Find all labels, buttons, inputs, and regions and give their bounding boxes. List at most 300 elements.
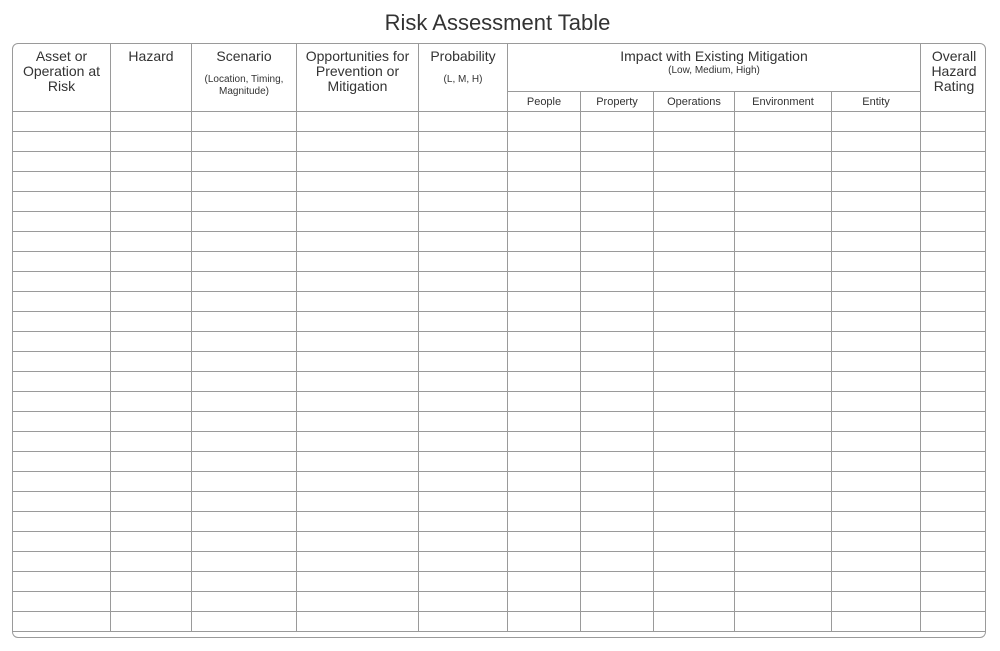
table-cell[interactable]: [192, 492, 297, 512]
table-cell[interactable]: [508, 292, 581, 312]
table-row: [13, 492, 987, 512]
table-cell[interactable]: [419, 492, 508, 512]
table-cell[interactable]: [111, 292, 192, 312]
table-cell[interactable]: [419, 472, 508, 492]
table-cell[interactable]: [192, 612, 297, 632]
table-cell[interactable]: [735, 552, 832, 572]
table-cell[interactable]: [508, 392, 581, 412]
table-cell[interactable]: [654, 132, 735, 152]
table-cell[interactable]: [297, 432, 419, 452]
table-cell[interactable]: [735, 292, 832, 312]
table-cell[interactable]: [654, 352, 735, 372]
table-cell[interactable]: [111, 372, 192, 392]
table-cell[interactable]: [13, 232, 111, 252]
table-cell[interactable]: [297, 292, 419, 312]
table-cell[interactable]: [921, 612, 986, 632]
table-cell[interactable]: [735, 312, 832, 332]
table-row: [13, 252, 987, 272]
table-cell[interactable]: [13, 592, 111, 612]
table-cell[interactable]: [111, 532, 192, 552]
table-cell[interactable]: [654, 472, 735, 492]
table-cell[interactable]: [419, 232, 508, 252]
table-cell[interactable]: [297, 452, 419, 472]
table-cell[interactable]: [832, 152, 921, 172]
table-cell[interactable]: [192, 152, 297, 172]
table-cell[interactable]: [735, 192, 832, 212]
table-cell[interactable]: [654, 452, 735, 472]
table-cell[interactable]: [508, 372, 581, 392]
table-cell[interactable]: [508, 172, 581, 192]
table-cell[interactable]: [111, 192, 192, 212]
table-cell[interactable]: [654, 552, 735, 572]
table-cell[interactable]: [192, 252, 297, 272]
table-cell[interactable]: [921, 492, 986, 512]
table-cell[interactable]: [13, 532, 111, 552]
table-cell[interactable]: [508, 192, 581, 212]
table-cell[interactable]: [735, 532, 832, 552]
table-cell[interactable]: [654, 532, 735, 552]
table-cell[interactable]: [735, 172, 832, 192]
table-cell[interactable]: [581, 292, 654, 312]
table-cell[interactable]: [654, 192, 735, 212]
table-cell[interactable]: [111, 272, 192, 292]
table-cell[interactable]: [111, 392, 192, 412]
table-cell[interactable]: [111, 132, 192, 152]
table-cell[interactable]: [192, 132, 297, 152]
table-cell[interactable]: [832, 552, 921, 572]
table-cell[interactable]: [921, 452, 986, 472]
table-cell[interactable]: [508, 152, 581, 172]
table-cell[interactable]: [654, 432, 735, 452]
col-header-asset: [13, 44, 111, 112]
table-cell[interactable]: [832, 192, 921, 212]
table-cell[interactable]: [654, 492, 735, 512]
table-cell[interactable]: [921, 232, 986, 252]
table-cell[interactable]: [111, 232, 192, 252]
table-cell[interactable]: [297, 212, 419, 232]
table-cell[interactable]: [13, 252, 111, 272]
table-cell[interactable]: [508, 232, 581, 252]
table-cell[interactable]: [508, 612, 581, 632]
table-cell[interactable]: [581, 252, 654, 272]
table-cell[interactable]: [581, 392, 654, 412]
table-cell[interactable]: [13, 272, 111, 292]
table-cell[interactable]: [735, 612, 832, 632]
table-cell[interactable]: [192, 412, 297, 432]
table-cell[interactable]: [13, 452, 111, 472]
table-cell[interactable]: [735, 112, 832, 132]
table-cell[interactable]: [192, 452, 297, 472]
table-cell[interactable]: [508, 592, 581, 612]
table-cell[interactable]: [832, 212, 921, 232]
col-header-impact-sub: (Low, Medium, High): [668, 65, 760, 76]
table-cell[interactable]: [832, 572, 921, 592]
table-cell[interactable]: [921, 172, 986, 192]
table-cell[interactable]: [921, 252, 986, 272]
table-cell[interactable]: [921, 132, 986, 152]
table-cell[interactable]: [654, 212, 735, 232]
table-cell[interactable]: [419, 532, 508, 552]
table-cell[interactable]: [508, 112, 581, 132]
table-cell[interactable]: [111, 312, 192, 332]
table-cell[interactable]: [832, 332, 921, 352]
table-cell[interactable]: [419, 412, 508, 432]
table-cell[interactable]: [832, 292, 921, 312]
table-cell[interactable]: [13, 152, 111, 172]
table-cell[interactable]: [419, 172, 508, 192]
table-row: [13, 132, 987, 152]
table-cell[interactable]: [297, 392, 419, 412]
table-cell[interactable]: [297, 312, 419, 332]
table-cell[interactable]: [419, 452, 508, 472]
table-cell[interactable]: [654, 112, 735, 132]
table-cell[interactable]: [832, 592, 921, 612]
table-cell[interactable]: [735, 352, 832, 372]
table-cell[interactable]: [921, 192, 986, 212]
table-cell[interactable]: [508, 272, 581, 292]
table-cell[interactable]: [419, 292, 508, 312]
table-cell[interactable]: [419, 252, 508, 272]
table-cell[interactable]: [192, 392, 297, 412]
table-cell[interactable]: [654, 592, 735, 612]
table-cell[interactable]: [297, 352, 419, 372]
table-cell[interactable]: [581, 552, 654, 572]
table-cell[interactable]: [111, 592, 192, 612]
table-cell[interactable]: [297, 472, 419, 492]
table-cell[interactable]: [111, 552, 192, 572]
table-cell[interactable]: [111, 412, 192, 432]
table-cell[interactable]: [192, 472, 297, 492]
table-cell[interactable]: [921, 292, 986, 312]
table-cell[interactable]: [419, 332, 508, 352]
table-cell[interactable]: [192, 232, 297, 252]
table-cell[interactable]: [508, 492, 581, 512]
table-cell[interactable]: [735, 472, 832, 492]
table-cell[interactable]: [13, 552, 111, 572]
table-cell[interactable]: [13, 512, 111, 532]
table-cell[interactable]: [419, 212, 508, 232]
table-cell[interactable]: [832, 352, 921, 372]
table-cell[interactable]: [13, 572, 111, 592]
table-cell[interactable]: [654, 332, 735, 352]
table-cell[interactable]: [111, 332, 192, 352]
col-header-impact-label: Impact with Existing Mitigation: [620, 48, 808, 64]
table-cell[interactable]: [111, 572, 192, 592]
table-cell[interactable]: [654, 392, 735, 412]
table-cell[interactable]: [419, 132, 508, 152]
table-cell[interactable]: [13, 112, 111, 132]
table-cell[interactable]: [832, 612, 921, 632]
table-cell[interactable]: [735, 232, 832, 252]
table-cell[interactable]: [921, 552, 986, 572]
table-cell[interactable]: [581, 592, 654, 612]
table-cell[interactable]: [654, 252, 735, 272]
table-cell[interactable]: [111, 512, 192, 532]
table-cell[interactable]: [192, 292, 297, 312]
table-cell[interactable]: [921, 352, 986, 372]
table-cell[interactable]: [297, 112, 419, 132]
table-cell[interactable]: [419, 612, 508, 632]
table-cell[interactable]: [921, 332, 986, 352]
table-cell[interactable]: [921, 112, 986, 132]
table-cell[interactable]: [581, 532, 654, 552]
table-cell[interactable]: [13, 172, 111, 192]
table-cell[interactable]: [832, 252, 921, 272]
table-cell[interactable]: [297, 152, 419, 172]
table-cell[interactable]: [508, 312, 581, 332]
table-cell[interactable]: [419, 192, 508, 212]
table-cell[interactable]: [581, 492, 654, 512]
table-cell[interactable]: [832, 172, 921, 192]
table-cell[interactable]: [735, 372, 832, 392]
table-cell[interactable]: [508, 352, 581, 372]
table-cell[interactable]: [297, 512, 419, 532]
table-cell[interactable]: [297, 272, 419, 292]
table-cell[interactable]: [508, 572, 581, 592]
table-cell[interactable]: [297, 412, 419, 432]
table-cell[interactable]: [419, 112, 508, 132]
table-cell[interactable]: [921, 512, 986, 532]
table-cell[interactable]: [832, 132, 921, 152]
table-row: [13, 392, 987, 412]
table-cell[interactable]: [735, 152, 832, 172]
col-header-probability-sub: (L, M, H): [443, 74, 483, 85]
col-header-opportunities: [297, 44, 419, 112]
table-cell[interactable]: [192, 312, 297, 332]
table-cell[interactable]: [581, 432, 654, 452]
table-cell[interactable]: [735, 272, 832, 292]
table-cell[interactable]: [921, 432, 986, 452]
table-cell[interactable]: [735, 332, 832, 352]
table-cell[interactable]: [581, 132, 654, 152]
table-cell[interactable]: [654, 292, 735, 312]
table-cell[interactable]: [13, 132, 111, 152]
table-cell[interactable]: [297, 372, 419, 392]
table-cell[interactable]: [192, 512, 297, 532]
table-cell[interactable]: [13, 432, 111, 452]
table-cell[interactable]: [111, 172, 192, 192]
table-cell[interactable]: [508, 432, 581, 452]
table-cell[interactable]: [654, 512, 735, 532]
table-cell[interactable]: [419, 432, 508, 452]
table-cell[interactable]: [581, 212, 654, 232]
table-cell[interactable]: [581, 512, 654, 532]
table-cell[interactable]: [832, 112, 921, 132]
table-cell[interactable]: [921, 212, 986, 232]
table-cell[interactable]: [192, 572, 297, 592]
table-cell[interactable]: [297, 532, 419, 552]
table-cell[interactable]: [735, 492, 832, 512]
table-cell[interactable]: [654, 152, 735, 172]
table-cell[interactable]: [297, 132, 419, 152]
table-cell[interactable]: [508, 212, 581, 232]
table-cell[interactable]: [832, 432, 921, 452]
table-cell[interactable]: [735, 432, 832, 452]
table-cell[interactable]: [735, 252, 832, 272]
table-cell[interactable]: [832, 232, 921, 252]
table-cell[interactable]: [13, 212, 111, 232]
table-cell[interactable]: [581, 232, 654, 252]
table-cell[interactable]: [581, 412, 654, 432]
table-cell[interactable]: [581, 332, 654, 352]
table-cell[interactable]: [735, 452, 832, 472]
table-cell[interactable]: [419, 512, 508, 532]
table-cell[interactable]: [735, 592, 832, 612]
table-cell[interactable]: [921, 372, 986, 392]
table-cell[interactable]: [735, 212, 832, 232]
table-cell[interactable]: [832, 452, 921, 472]
table-cell[interactable]: [297, 332, 419, 352]
col-header-environment: Environment: [735, 92, 832, 112]
table-cell[interactable]: [654, 312, 735, 332]
table-cell[interactable]: [581, 452, 654, 472]
table-cell[interactable]: [735, 392, 832, 412]
table-cell[interactable]: [297, 192, 419, 212]
table-cell[interactable]: [419, 552, 508, 572]
table-cell[interactable]: [111, 612, 192, 632]
table-cell[interactable]: [192, 432, 297, 452]
table-cell[interactable]: [419, 372, 508, 392]
table-cell[interactable]: [192, 352, 297, 372]
table-cell[interactable]: [654, 172, 735, 192]
table-cell[interactable]: [111, 472, 192, 492]
table-cell[interactable]: [297, 552, 419, 572]
table-cell[interactable]: [13, 332, 111, 352]
table-cell[interactable]: [581, 192, 654, 212]
table-cell[interactable]: [111, 492, 192, 512]
table-cell[interactable]: [13, 352, 111, 372]
table-cell[interactable]: [111, 212, 192, 232]
col-header-opportunities-line: Prevention or: [315, 63, 400, 79]
table-cell[interactable]: [508, 132, 581, 152]
table-cell[interactable]: [581, 172, 654, 192]
table-cell[interactable]: [192, 372, 297, 392]
table-cell[interactable]: [192, 272, 297, 292]
table-cell[interactable]: [921, 592, 986, 612]
table-cell[interactable]: [13, 412, 111, 432]
table-cell[interactable]: [13, 472, 111, 492]
table-cell[interactable]: [192, 532, 297, 552]
table-cell[interactable]: [111, 252, 192, 272]
table-cell[interactable]: [111, 352, 192, 372]
table-cell[interactable]: [832, 512, 921, 532]
table-cell[interactable]: [921, 392, 986, 412]
table-cell[interactable]: [508, 252, 581, 272]
table-cell[interactable]: [297, 592, 419, 612]
col-header-impact-group: [508, 44, 921, 92]
table-cell[interactable]: [832, 492, 921, 512]
table-cell[interactable]: [921, 572, 986, 592]
table-cell[interactable]: [654, 612, 735, 632]
table-cell[interactable]: [654, 272, 735, 292]
table-cell[interactable]: [192, 192, 297, 212]
table-cell[interactable]: [192, 592, 297, 612]
table-cell[interactable]: [832, 392, 921, 412]
table-cell[interactable]: [13, 392, 111, 412]
table-cell[interactable]: [832, 472, 921, 492]
table-cell[interactable]: [111, 112, 192, 132]
table-cell[interactable]: [832, 312, 921, 332]
table-cell[interactable]: [508, 412, 581, 432]
table-cell[interactable]: [654, 372, 735, 392]
table-cell[interactable]: [111, 452, 192, 472]
table-cell[interactable]: [192, 112, 297, 132]
table-cell[interactable]: [419, 312, 508, 332]
table-cell[interactable]: [832, 532, 921, 552]
table-cell[interactable]: [13, 312, 111, 332]
table-cell[interactable]: [921, 412, 986, 432]
table-cell[interactable]: [297, 252, 419, 272]
table-cell[interactable]: [419, 152, 508, 172]
table-row: [13, 532, 987, 552]
table-cell[interactable]: [419, 352, 508, 372]
table-cell[interactable]: [192, 332, 297, 352]
table-cell[interactable]: [581, 272, 654, 292]
table-cell[interactable]: [581, 472, 654, 492]
table-cell[interactable]: [419, 272, 508, 292]
table-cell[interactable]: [921, 532, 986, 552]
table-cell[interactable]: [13, 292, 111, 312]
table-cell[interactable]: [13, 192, 111, 212]
table-cell[interactable]: [419, 392, 508, 412]
table-cell[interactable]: [832, 372, 921, 392]
table-cell[interactable]: [419, 592, 508, 612]
table-cell[interactable]: [735, 412, 832, 432]
table-cell[interactable]: [581, 112, 654, 132]
table-cell[interactable]: [13, 612, 111, 632]
table-cell[interactable]: [581, 152, 654, 172]
table-cell[interactable]: [581, 572, 654, 592]
table-cell[interactable]: [111, 432, 192, 452]
table-cell[interactable]: [921, 472, 986, 492]
table-cell[interactable]: [419, 572, 508, 592]
table-cell[interactable]: [921, 312, 986, 332]
table-cell[interactable]: [192, 172, 297, 192]
table-cell[interactable]: [581, 612, 654, 632]
table-cell[interactable]: [581, 352, 654, 372]
table-cell[interactable]: [735, 572, 832, 592]
table-cell[interactable]: [508, 472, 581, 492]
table-cell[interactable]: [735, 132, 832, 152]
table-cell[interactable]: [581, 372, 654, 392]
table-cell[interactable]: [508, 552, 581, 572]
table-cell[interactable]: [508, 512, 581, 532]
table-cell[interactable]: [654, 232, 735, 252]
table-row: [13, 472, 987, 492]
table-cell[interactable]: [735, 512, 832, 532]
table-cell[interactable]: [297, 572, 419, 592]
table-cell[interactable]: [111, 152, 192, 172]
table-cell[interactable]: [508, 452, 581, 472]
table-cell[interactable]: [297, 612, 419, 632]
table-cell[interactable]: [581, 312, 654, 332]
table-cell[interactable]: [654, 572, 735, 592]
table-cell[interactable]: [508, 532, 581, 552]
table-cell[interactable]: [297, 232, 419, 252]
table-cell[interactable]: [832, 412, 921, 432]
table-cell[interactable]: [13, 492, 111, 512]
table-cell[interactable]: [192, 212, 297, 232]
table-cell[interactable]: [192, 552, 297, 572]
table-cell[interactable]: [13, 372, 111, 392]
table-cell[interactable]: [508, 332, 581, 352]
table-cell[interactable]: [297, 492, 419, 512]
table-cell[interactable]: [921, 152, 986, 172]
table-cell[interactable]: [832, 272, 921, 292]
table-cell[interactable]: [654, 412, 735, 432]
table-cell[interactable]: [297, 172, 419, 192]
table-cell[interactable]: [921, 272, 986, 292]
